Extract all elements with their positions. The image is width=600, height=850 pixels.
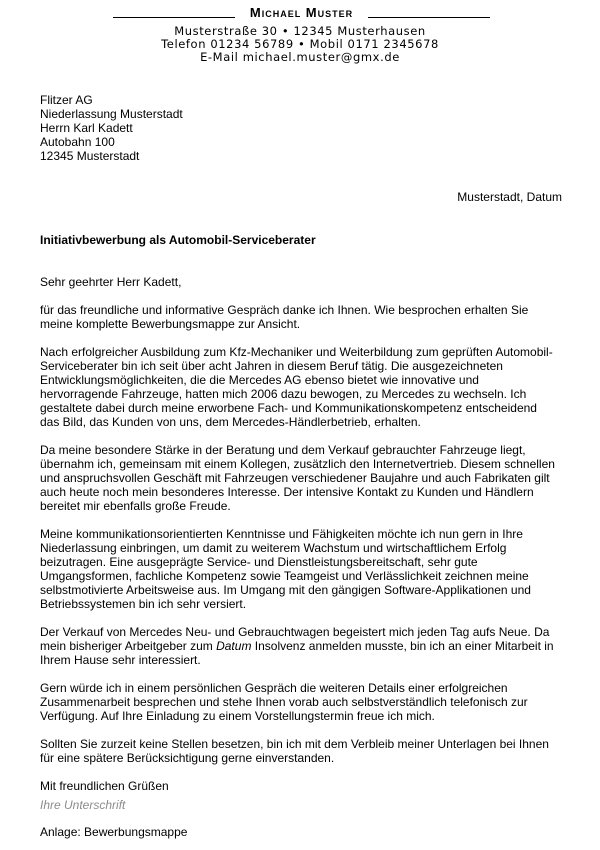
body-line: gestaltete dabei durch meine erworbene Fach- und Kommunikationskompetenz entscheidend [40, 401, 537, 415]
sender-email: E-Mail michael.muster@gmx.de [200, 50, 400, 64]
body-line: bereitet mir ebenfalls große Freude. [40, 499, 231, 513]
body-line: beizutragen. Eine ausgeprägte Service- und Dienstleistungsbereitschaft, sehr gute [40, 555, 478, 569]
body-line: übernahm ich, gemeinsam mit einem Kollegen, zusätzlich den Internetvertrieb. Diesem schnellen [40, 457, 555, 471]
body-paragraph [40, 303, 570, 331]
body-line: Zusammenarbeit besprechen und stehe Ihnen vorab auch selbstverständlich telefonisch zur [40, 695, 528, 709]
recipient-line: Flitzer AG [40, 93, 93, 107]
body-line: Nach erfolgreicher Ausbildung zum Kfz-Mechaniker und Weiterbildung zum geprüften Automobil- [40, 345, 553, 359]
body-line: mein bisheriger Arbeitgeber zum Datum Insolvenz anmelden musste, bin ich an einer Mitarbeit in [40, 639, 554, 653]
sender-phone: Telefon 01234 56789 • Mobil 0171 2345678 [161, 37, 439, 51]
salutation: Sehr geehrter Herr Kadett, [40, 275, 182, 289]
recipient-line: Herrn Karl Kadett [40, 121, 133, 135]
body-paragraph [40, 681, 570, 723]
body-line: und anspruchsvollen Geschäft mit Fahrzeugen verschiedener Baujahre und auch Fabrikaten gilt [40, 471, 550, 485]
body-line: Niederlassung einbringen, um damit zu weiterem Wachstum und wirtschaftlichem Erfolg [40, 541, 507, 555]
letter-body [40, 275, 570, 807]
body-line: meine komplette Bewerbungsmappe zur Ansicht. [40, 317, 301, 331]
attachment-note: Anlage: Bewerbungsmappe [40, 825, 188, 839]
body-paragraph [40, 625, 570, 667]
subject-line: Initiativbewerbung als Automobil-Serviceberater [40, 233, 316, 247]
closing: Mit freundlichen Grüßen [40, 779, 169, 793]
body-line: hervorragende Fahrzeuge, hatten mich 2006 dazu bewogen, zu Mercedes zu wechseln. Ich [40, 387, 527, 401]
body-paragraph [40, 345, 570, 429]
body-line: Der Verkauf von Mercedes Neu- und Gebrauchtwagen begeistert mich jeden Tag aufs Neue. Da [40, 625, 550, 639]
sender-address: Musterstraße 30 • 12345 Musterhausen [174, 24, 426, 38]
body-line: für das freundliche und informative Gespräch danke ich Ihnen. Wie besprochen erhalten Sie [40, 303, 529, 317]
body-line: das Bild, das Kunden von uns, dem Mercedes-Händlerbetrieb, erhalten. [40, 415, 421, 429]
body-line: auch heute noch mein besonderes Interesse. Der intensive Kontakt zu Kunden und Händlern [40, 485, 534, 499]
body-line: Verfügung. Auf Ihre Einladung zu einem Vorstellungstermin freue ich mich. [40, 709, 435, 723]
header-rule-left [113, 17, 235, 18]
body-line: Betriebssystemen bin ich sehr versiert. [40, 597, 247, 611]
body-paragraph [40, 527, 570, 611]
body-line: selbstmotivierte Arbeitsweise aus. Im Umgang mit den gängigen Software-Applikationen und [40, 583, 531, 597]
body-line: Gern würde ich in einem persönlichen Gespräch die weiteren Details einer erfolgreichen [40, 681, 508, 695]
body-line: Sollten Sie zurzeit keine Stellen besetzen, bin ich mit dem Verbleib meiner Unterlagen bei Ihnen [40, 737, 549, 751]
recipient-line: Niederlassung Musterstadt [40, 107, 183, 121]
place-date: Musterstadt, Datum [457, 190, 562, 204]
body-paragraph [40, 443, 570, 513]
recipient-address [40, 93, 183, 163]
signature-placeholder: Ihre Unterschrift [40, 798, 126, 812]
sender-name: Michael Muster [249, 5, 354, 20]
recipient-line: Autobahn 100 [40, 135, 115, 149]
body-line: Ihrem Hause sehr interessiert. [40, 653, 201, 667]
body-paragraphs [40, 303, 570, 765]
body-paragraph [40, 737, 570, 765]
body-line: Da meine besondere Stärke in der Beratung und dem Verkauf gebrauchter Fahrzeuge liegt, [40, 443, 526, 457]
header-rule-right [368, 17, 490, 18]
body-line: Meine kommunikationsorientierten Kenntnisse und Fähigkeiten möchte ich nun gern in Ihre [40, 527, 523, 541]
body-line: Entwicklungsmöglichkeiten, die die Mercedes AG ebenso bietet wie innovative und [40, 373, 479, 387]
recipient-line: 12345 Musterstadt [40, 149, 140, 163]
body-line: für eine spätere Berücksichtigung gerne einverstanden. [40, 751, 335, 765]
body-line: Umgangsformen, fachliche Kompetenz sowie Teamgeist und Verlässlichkeit zeichnen meine [40, 569, 529, 583]
body-line: Serviceberater bin ich seit über acht Jahren in diesem Beruf tätig. Die ausgezeichneten [40, 359, 503, 373]
